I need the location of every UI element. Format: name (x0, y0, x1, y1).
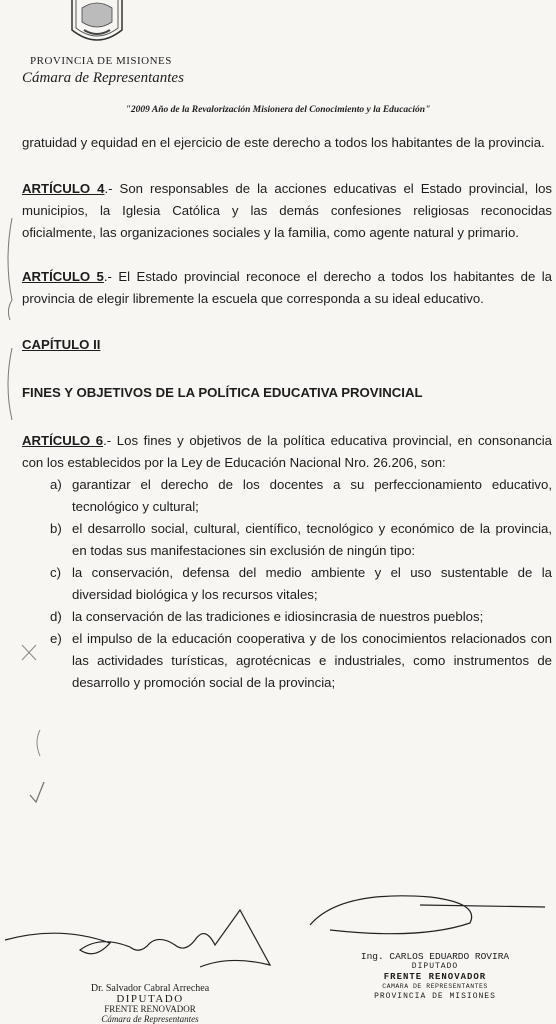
chapter-heading: CAPÍTULO II (22, 337, 101, 352)
header-province: PROVINCIA DE MISIONES (30, 55, 172, 67)
signature-left-handwriting (0, 905, 280, 975)
article-5-label: ARTÍCULO 5 (22, 269, 104, 284)
stamp-left-title: DIPUTADO (116, 993, 184, 1005)
header-motto: "2009 Año de la Revalorización Misionera del Conocimiento y la Educación" (125, 105, 431, 115)
article-4-label: ARTÍCULO 4 (22, 181, 105, 196)
article-6-label: ARTÍCULO 6 (22, 433, 104, 448)
signature-right-handwriting (300, 885, 550, 945)
stamp-left-chamber: Cámara de Representantes (101, 1014, 199, 1024)
list-item: a) garantizar el derecho de los docentes a su perfeccionamiento educativo, tecnológico y cultural; (50, 477, 552, 514)
stamp-right-province: PROVINCIA DE MISIONES (374, 992, 496, 1001)
signature-stamp-right (330, 952, 540, 1002)
stamp-right-name: Ing. CARLOS EDUARDO ROVIRA (360, 951, 510, 962)
article-6-text: .- Los fines y objetivos de la política educativa provincial, en consonancia con los establecidos por la Ley de Educación Nacional Nro. 26.206, son: (22, 433, 552, 470)
stamp-left-name: Dr. Salvador Cabral Arrechea (90, 983, 210, 994)
province-seal (68, 0, 126, 44)
list-item: e) el impulso de la educación cooperativa y de los conocimientos relacionados con las actividades turísticas, agrotécnicas e industriales, como instrumentos de desarrollo y promoción social de la provincia; (50, 631, 552, 690)
stamp-right-party: FRENTE RENOVADOR (383, 972, 487, 982)
objectives-list (22, 474, 552, 694)
stamp-right-title: DIPUTADO (411, 962, 459, 971)
header-chamber: Cámara de Representantes (22, 70, 184, 86)
continuation-paragraph: gratuidad y equidad en el ejercicio de este derecho a todos los habitantes de la provincia. (22, 135, 545, 150)
article-5 (22, 266, 552, 310)
signature-stamp-left (30, 984, 270, 1024)
document-body (22, 132, 552, 694)
article-4 (22, 178, 552, 244)
stamp-left-party: FRENTE RENOVADOR (104, 1004, 196, 1014)
article-4-text: .- Son responsables de la acciones educativas el Estado provincial, los municipios, la Iglesia Católica y las demás confesiones religiosas reconocidas oficialmente, las organizaciones sociales y la familia, como agente natural y primario. (22, 181, 552, 240)
article-5-text: .- El Estado provincial reconoce el derecho a todos los habitantes de la provincia de elegir libremente la escuela que corresponda a su ideal educativo. (22, 269, 552, 306)
article-6 (22, 430, 552, 474)
chapter-title: FINES Y OBJETIVOS DE LA POLÍTICA EDUCATIVA PROVINCIAL (22, 385, 423, 400)
list-item: d) la conservación de las tradiciones e idiosincrasia de nuestros pueblos; (50, 609, 484, 624)
list-item: c) la conservación, defensa del medio ambiente y el uso sustentable de la diversidad biológica y los recursos vitales; (50, 565, 552, 602)
stamp-right-chamber: CAMARA DE REPRESENTANTES (382, 983, 488, 990)
list-item: b) el desarrollo social, cultural, científico, tecnológico y económico de la provincia, en todas sus manifestaciones sin exclusión de ningún tipo: (50, 521, 552, 558)
